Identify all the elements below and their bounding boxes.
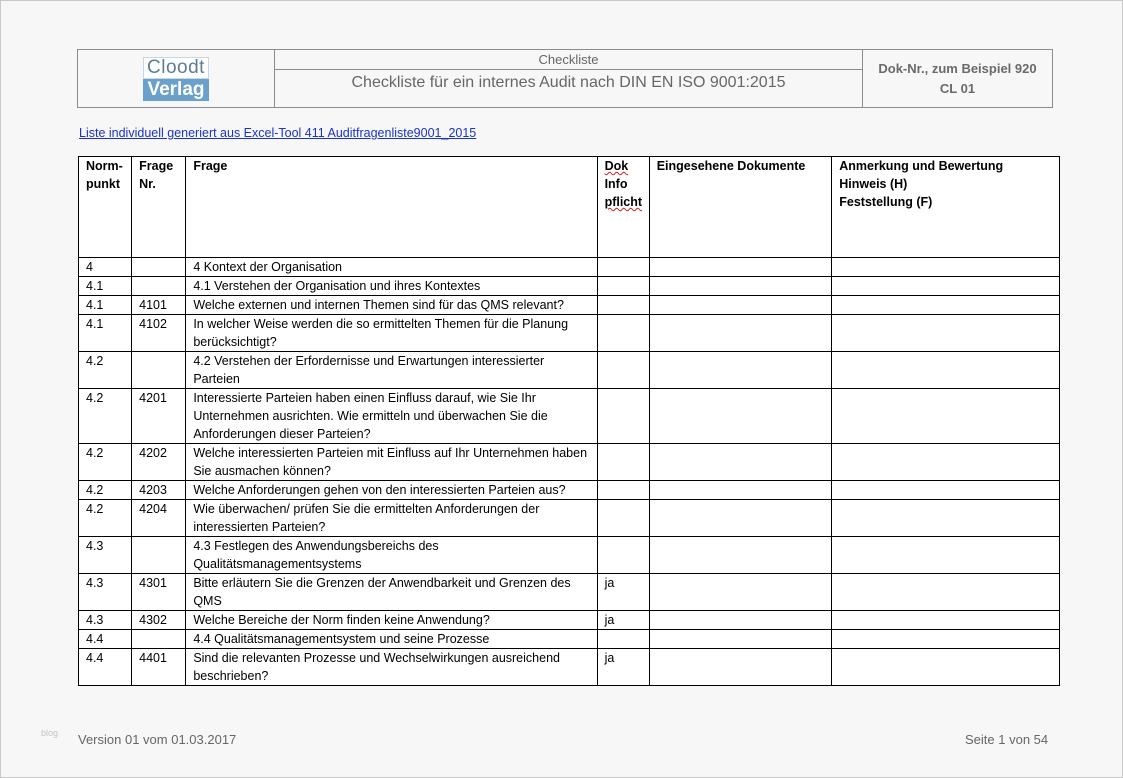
cell-dok-info-pflicht xyxy=(597,389,649,444)
cell-anmerkung[interactable] xyxy=(832,611,1060,630)
cell-anmerkung[interactable] xyxy=(832,258,1060,277)
cell-eingesehene-dokumente[interactable] xyxy=(649,352,832,389)
cell-anmerkung[interactable] xyxy=(832,296,1060,315)
cell-normpunkt: 4.3 xyxy=(79,537,132,574)
header-subtitle: Checkliste xyxy=(275,50,862,70)
cell-eingesehene-dokumente[interactable] xyxy=(649,630,832,649)
header-dok-info-pflicht: Dok Info pflicht xyxy=(597,157,649,258)
cell-normpunkt: 4.2 xyxy=(79,352,132,389)
cell-frage: 4.1 Verstehen der Organisation und ihres Kontextes xyxy=(186,277,597,296)
header-title-cell xyxy=(275,50,863,107)
cell-frage-nr: 4301 xyxy=(132,574,186,611)
table-row xyxy=(79,481,1060,500)
audit-checklist-table xyxy=(78,156,1060,686)
cell-normpunkt: 4.4 xyxy=(79,649,132,686)
cell-frage: Wie überwachen/ prüfen Sie die ermittelten Anforderungen der interessierten Parteien? xyxy=(186,500,597,537)
footer-page-number: Seite 1 von 54 xyxy=(965,732,1049,747)
logo-text-top: Cloodt xyxy=(143,57,209,79)
cell-eingesehene-dokumente[interactable] xyxy=(649,258,832,277)
header-box xyxy=(77,49,1053,108)
table-row xyxy=(79,537,1060,574)
footer-version: Version 01 vom 01.03.2017 xyxy=(78,732,237,747)
cell-dok-info-pflicht xyxy=(597,500,649,537)
cell-normpunkt: 4.3 xyxy=(79,611,132,630)
cell-anmerkung[interactable] xyxy=(832,315,1060,352)
cell-anmerkung[interactable] xyxy=(832,630,1060,649)
document-number-cell xyxy=(863,50,1052,107)
cell-normpunkt: 4.1 xyxy=(79,277,132,296)
cell-anmerkung[interactable] xyxy=(832,389,1060,444)
cell-normpunkt: 4 xyxy=(79,258,132,277)
table-row xyxy=(79,258,1060,277)
table-row xyxy=(79,574,1060,611)
table-header-row xyxy=(79,157,1060,258)
cell-frage: In welcher Weise werden die so ermittelten Themen für die Planung berücksichtigt? xyxy=(186,315,597,352)
header-eingesehene-dokumente: Eingesehene Dokumente xyxy=(649,157,832,258)
cell-frage-nr: 4204 xyxy=(132,500,186,537)
cell-frage-nr: 4401 xyxy=(132,649,186,686)
cell-frage-nr: 4101 xyxy=(132,296,186,315)
cell-frage-nr xyxy=(132,537,186,574)
cell-anmerkung[interactable] xyxy=(832,481,1060,500)
cell-eingesehene-dokumente[interactable] xyxy=(649,537,832,574)
cell-anmerkung[interactable] xyxy=(832,444,1060,481)
document-title: Checkliste für ein internes Audit nach DIN EN ISO 9001:2015 xyxy=(351,74,786,91)
table-row xyxy=(79,389,1060,444)
cell-eingesehene-dokumente[interactable] xyxy=(649,444,832,481)
table-row xyxy=(79,611,1060,630)
document-number-label: Dok-Nr., zum Beispiel 920 xyxy=(878,60,1037,76)
cell-normpunkt: 4.4 xyxy=(79,630,132,649)
publisher-logo xyxy=(141,56,211,102)
table-row xyxy=(79,352,1060,389)
cell-eingesehene-dokumente[interactable] xyxy=(649,296,832,315)
cell-dok-info-pflicht xyxy=(597,481,649,500)
cell-anmerkung[interactable] xyxy=(832,352,1060,389)
cell-frage-nr xyxy=(132,258,186,277)
source-link[interactable]: Liste individuell generiert aus Excel-Tool 411 Auditfragenliste9001_2015 xyxy=(79,126,477,140)
cell-frage: Welche Anforderungen gehen von den interessierten Parteien aus? xyxy=(186,481,597,500)
cell-normpunkt: 4.2 xyxy=(79,500,132,537)
cell-normpunkt: 4.2 xyxy=(79,444,132,481)
cell-normpunkt: 4.1 xyxy=(79,315,132,352)
cell-dok-info-pflicht: ja xyxy=(597,611,649,630)
cell-dok-info-pflicht xyxy=(597,277,649,296)
cell-frage: Interessierte Parteien haben einen Einfluss darauf, wie Sie Ihr Unternehmen ausrichten. Wie ermitteln und überwachen Sie die Anforderungen dieser Parteien? xyxy=(186,389,597,444)
watermark: blog xyxy=(41,728,59,738)
cell-anmerkung[interactable] xyxy=(832,277,1060,296)
cell-dok-info-pflicht: ja xyxy=(597,649,649,686)
cell-normpunkt: 4.2 xyxy=(79,481,132,500)
cell-eingesehene-dokumente[interactable] xyxy=(649,315,832,352)
cell-frage: Bitte erläutern Sie die Grenzen der Anwendbarkeit und Grenzen des QMS xyxy=(186,574,597,611)
cell-frage: 4.3 Festlegen des Anwendungsbereichs des Qualitätsmanagementsystems xyxy=(186,537,597,574)
cell-frage: Welche interessierten Parteien mit Einfluss auf Ihr Unternehmen haben Sie ausmachen können? xyxy=(186,444,597,481)
cell-anmerkung[interactable] xyxy=(832,500,1060,537)
cell-normpunkt: 4.2 xyxy=(79,389,132,444)
cell-dok-info-pflicht xyxy=(597,630,649,649)
cell-frage-nr: 4102 xyxy=(132,315,186,352)
cell-normpunkt: 4.3 xyxy=(79,574,132,611)
logo-text-bottom: Verlag xyxy=(143,79,208,101)
cell-dok-info-pflicht xyxy=(597,444,649,481)
cell-eingesehene-dokumente[interactable] xyxy=(649,574,832,611)
cell-frage: Welche externen und internen Themen sind für das QMS relevant? xyxy=(186,296,597,315)
cell-frage-nr: 4302 xyxy=(132,611,186,630)
cell-frage-nr xyxy=(132,352,186,389)
cell-frage-nr xyxy=(132,630,186,649)
table-row xyxy=(79,315,1060,352)
cell-frage: Sind die relevanten Prozesse und Wechselwirkungen ausreichend beschrieben? xyxy=(186,649,597,686)
cell-frage-nr xyxy=(132,277,186,296)
table-row xyxy=(79,296,1060,315)
cell-dok-info-pflicht xyxy=(597,296,649,315)
cell-normpunkt: 4.1 xyxy=(79,296,132,315)
cell-dok-info-pflicht xyxy=(597,352,649,389)
cell-dok-info-pflicht xyxy=(597,315,649,352)
header-frage-nr: Frage Nr. xyxy=(132,157,186,258)
document-code: CL 01 xyxy=(939,80,976,96)
table-row xyxy=(79,649,1060,686)
table-row xyxy=(79,444,1060,481)
header-anmerkung: Anmerkung und Bewertung Hinweis (H) Feststellung (F) xyxy=(832,157,1060,258)
cell-frage: 4 Kontext der Organisation xyxy=(186,258,597,277)
cell-dok-info-pflicht xyxy=(597,537,649,574)
logo-cell xyxy=(78,50,275,107)
table-row xyxy=(79,630,1060,649)
cell-anmerkung[interactable] xyxy=(832,537,1060,574)
table-row xyxy=(79,277,1060,296)
cell-frage: Welche Bereiche der Norm finden keine Anwendung? xyxy=(186,611,597,630)
cell-anmerkung[interactable] xyxy=(832,649,1060,686)
cell-dok-info-pflicht: ja xyxy=(597,574,649,611)
table-row xyxy=(79,500,1060,537)
cell-frage: 4.4 Qualitätsmanagementsystem und seine Prozesse xyxy=(186,630,597,649)
cell-eingesehene-dokumente[interactable] xyxy=(649,649,832,686)
cell-frage-nr: 4202 xyxy=(132,444,186,481)
cell-dok-info-pflicht xyxy=(597,258,649,277)
cell-anmerkung[interactable] xyxy=(832,574,1060,611)
header-frage: Frage xyxy=(186,157,597,258)
table-body xyxy=(79,258,1060,686)
cell-eingesehene-dokumente[interactable] xyxy=(649,389,832,444)
cell-eingesehene-dokumente[interactable] xyxy=(649,500,832,537)
cell-frage-nr: 4203 xyxy=(132,481,186,500)
header-normpunkt: Norm- punkt xyxy=(79,157,132,258)
cell-frage-nr: 4201 xyxy=(132,389,186,444)
cell-frage: 4.2 Verstehen der Erfordernisse und Erwartungen interessierter Parteien xyxy=(186,352,597,389)
cell-eingesehene-dokumente[interactable] xyxy=(649,611,832,630)
cell-eingesehene-dokumente[interactable] xyxy=(649,277,832,296)
cell-eingesehene-dokumente[interactable] xyxy=(649,481,832,500)
